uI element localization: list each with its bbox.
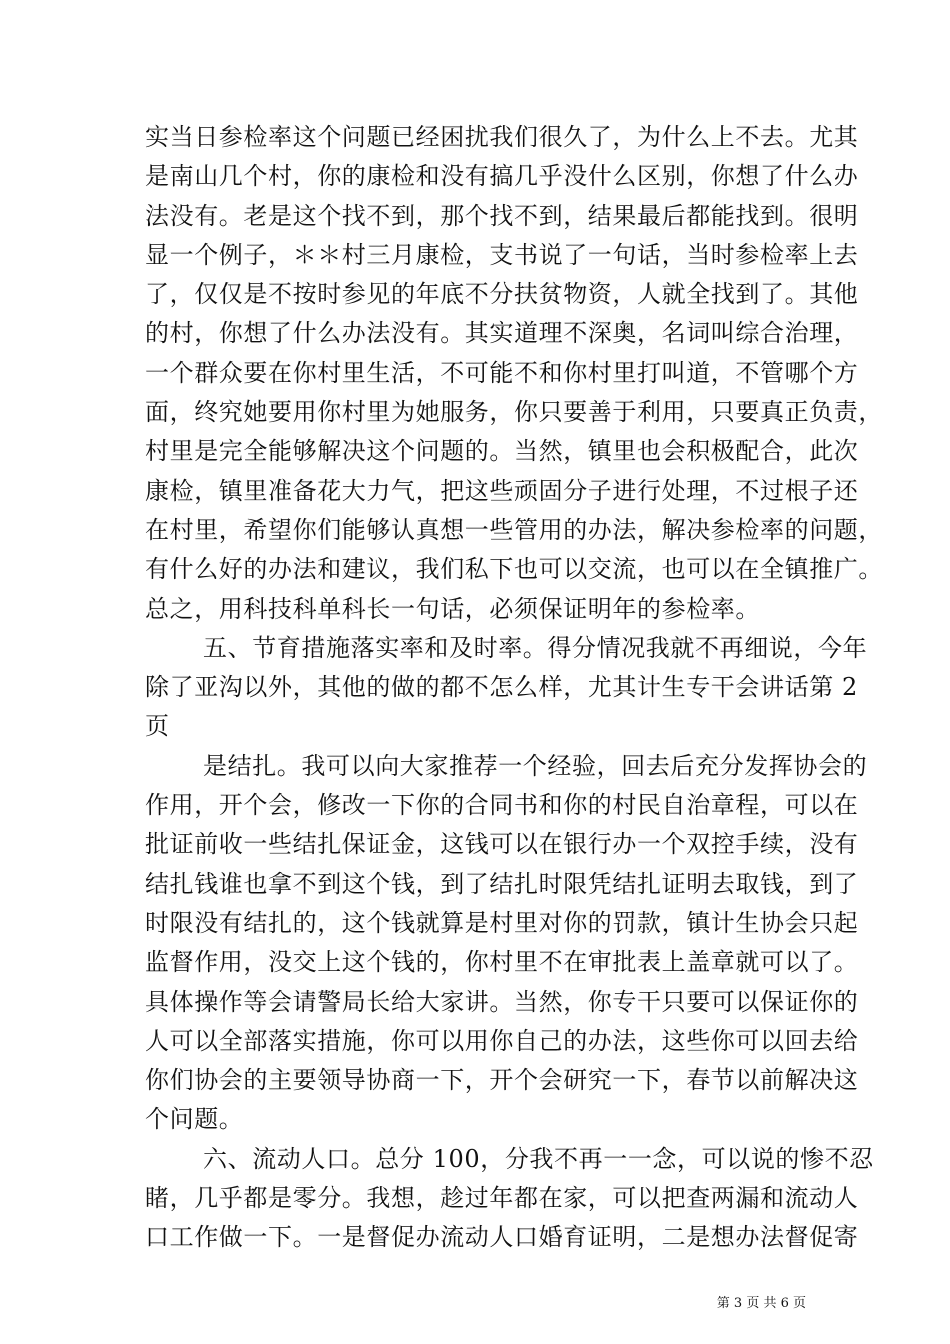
text-line: 面，终究她要用你村里为她服务，你只要善于利用，只要真正负责，: [145, 398, 883, 427]
text-line: 结扎钱谁也拿不到这个钱，到了结扎时限凭结扎证明去取钱，到了: [145, 869, 859, 898]
text-line: 睹，几乎都是零分。我想，趁过年都在家，可以把查两漏和流动人: [145, 1184, 859, 1213]
text-line: 实当日参检率这个问题已经困扰我们很久了，为什么上不去。尤其: [145, 123, 859, 151]
text-line: 六、流动人口。总分 100，分我不再一一念，可以说的惨不忍: [203, 1144, 874, 1173]
text-line: 村里是完全能够解决这个问题的。当然，镇里也会积极配合，此次: [145, 437, 859, 466]
text-line: 有什么好的办法和建议，我们私下也可以交流，也可以在全镇推广。: [145, 555, 883, 584]
text-line: 个问题。: [145, 1105, 244, 1134]
page-number: 第 3 页 共 6 页: [716, 1296, 806, 1311]
text-line: 人可以全部落实措施，你可以用你自己的办法，这些你可以回去给: [145, 1026, 859, 1055]
text-line: 批证前收一些结扎保证金，这钱可以在银行办一个双控手续，没有: [145, 830, 859, 859]
paragraph-2: [145, 629, 868, 747]
text-line: 具体操作等会请警局长给大家讲。当然，你专干只要可以保证你的: [145, 987, 859, 1016]
text-line: 时限没有结扎的，这个钱就算是村里对你的罚款，镇计生协会只起: [145, 908, 859, 937]
text-line: 康检，镇里准备花大力气，把这些顽固分子进行处理，不过根子还: [145, 476, 859, 505]
text-line: 是南山几个村，你的康检和没有搞几乎没什么区别，你想了什么办: [145, 162, 859, 191]
text-line: 五、节育措施落实率和及时率。得分情况我就不再细说，今年: [203, 633, 868, 662]
text-line: 总之，用科技科单科长一句话，必须保证明年的参检率。: [145, 594, 760, 623]
text-line: 的村，你想了什么办法没有。其实道理不深奥，名词叫综合治理，: [145, 319, 859, 348]
text-line: 监督作用，没交上这个钱的，你村里不在审批表上盖章就可以了。: [145, 948, 859, 977]
text-line: 了，仅仅是不按时参见的年底不分扶贫物资，人就全找到了。其他: [145, 280, 859, 309]
text-line: 口工作做一下。一是督促办流动人口婚育证明，二是想办法督促寄: [145, 1223, 859, 1252]
paragraph-1: [145, 118, 883, 629]
text-line: 除了亚沟以外，其他的做的都不怎么样，尤其计生专干会讲话第 2: [145, 673, 858, 702]
document-body: [145, 118, 883, 1258]
text-line: 法没有。老是这个找不到，那个找不到，结果最后都能找到。很明: [145, 201, 859, 230]
text-line: 显一个例子，＊＊村三月康检，支书说了一句话，当时参检率上去: [145, 240, 859, 269]
paragraph-4: [145, 1140, 874, 1258]
text-line: 你们协会的主要领导协商一下，开个会研究一下，春节以前解决这: [145, 1066, 859, 1095]
text-line: 页: [145, 712, 170, 741]
text-line: 作用，开个会，修改一下你的合同书和你的村民自治章程，可以在: [145, 791, 859, 820]
paragraph-3: [145, 747, 868, 1140]
text-line: 是结扎。我可以向大家推荐一个经验，回去后充分发挥协会的: [203, 751, 868, 780]
text-line: 在村里，希望你们能够认真想一些管用的办法，解决参检率的问题，: [145, 515, 883, 544]
text-line: 一个群众要在你村里生活，不可能不和你村里打叫道，不管哪个方: [145, 358, 859, 387]
